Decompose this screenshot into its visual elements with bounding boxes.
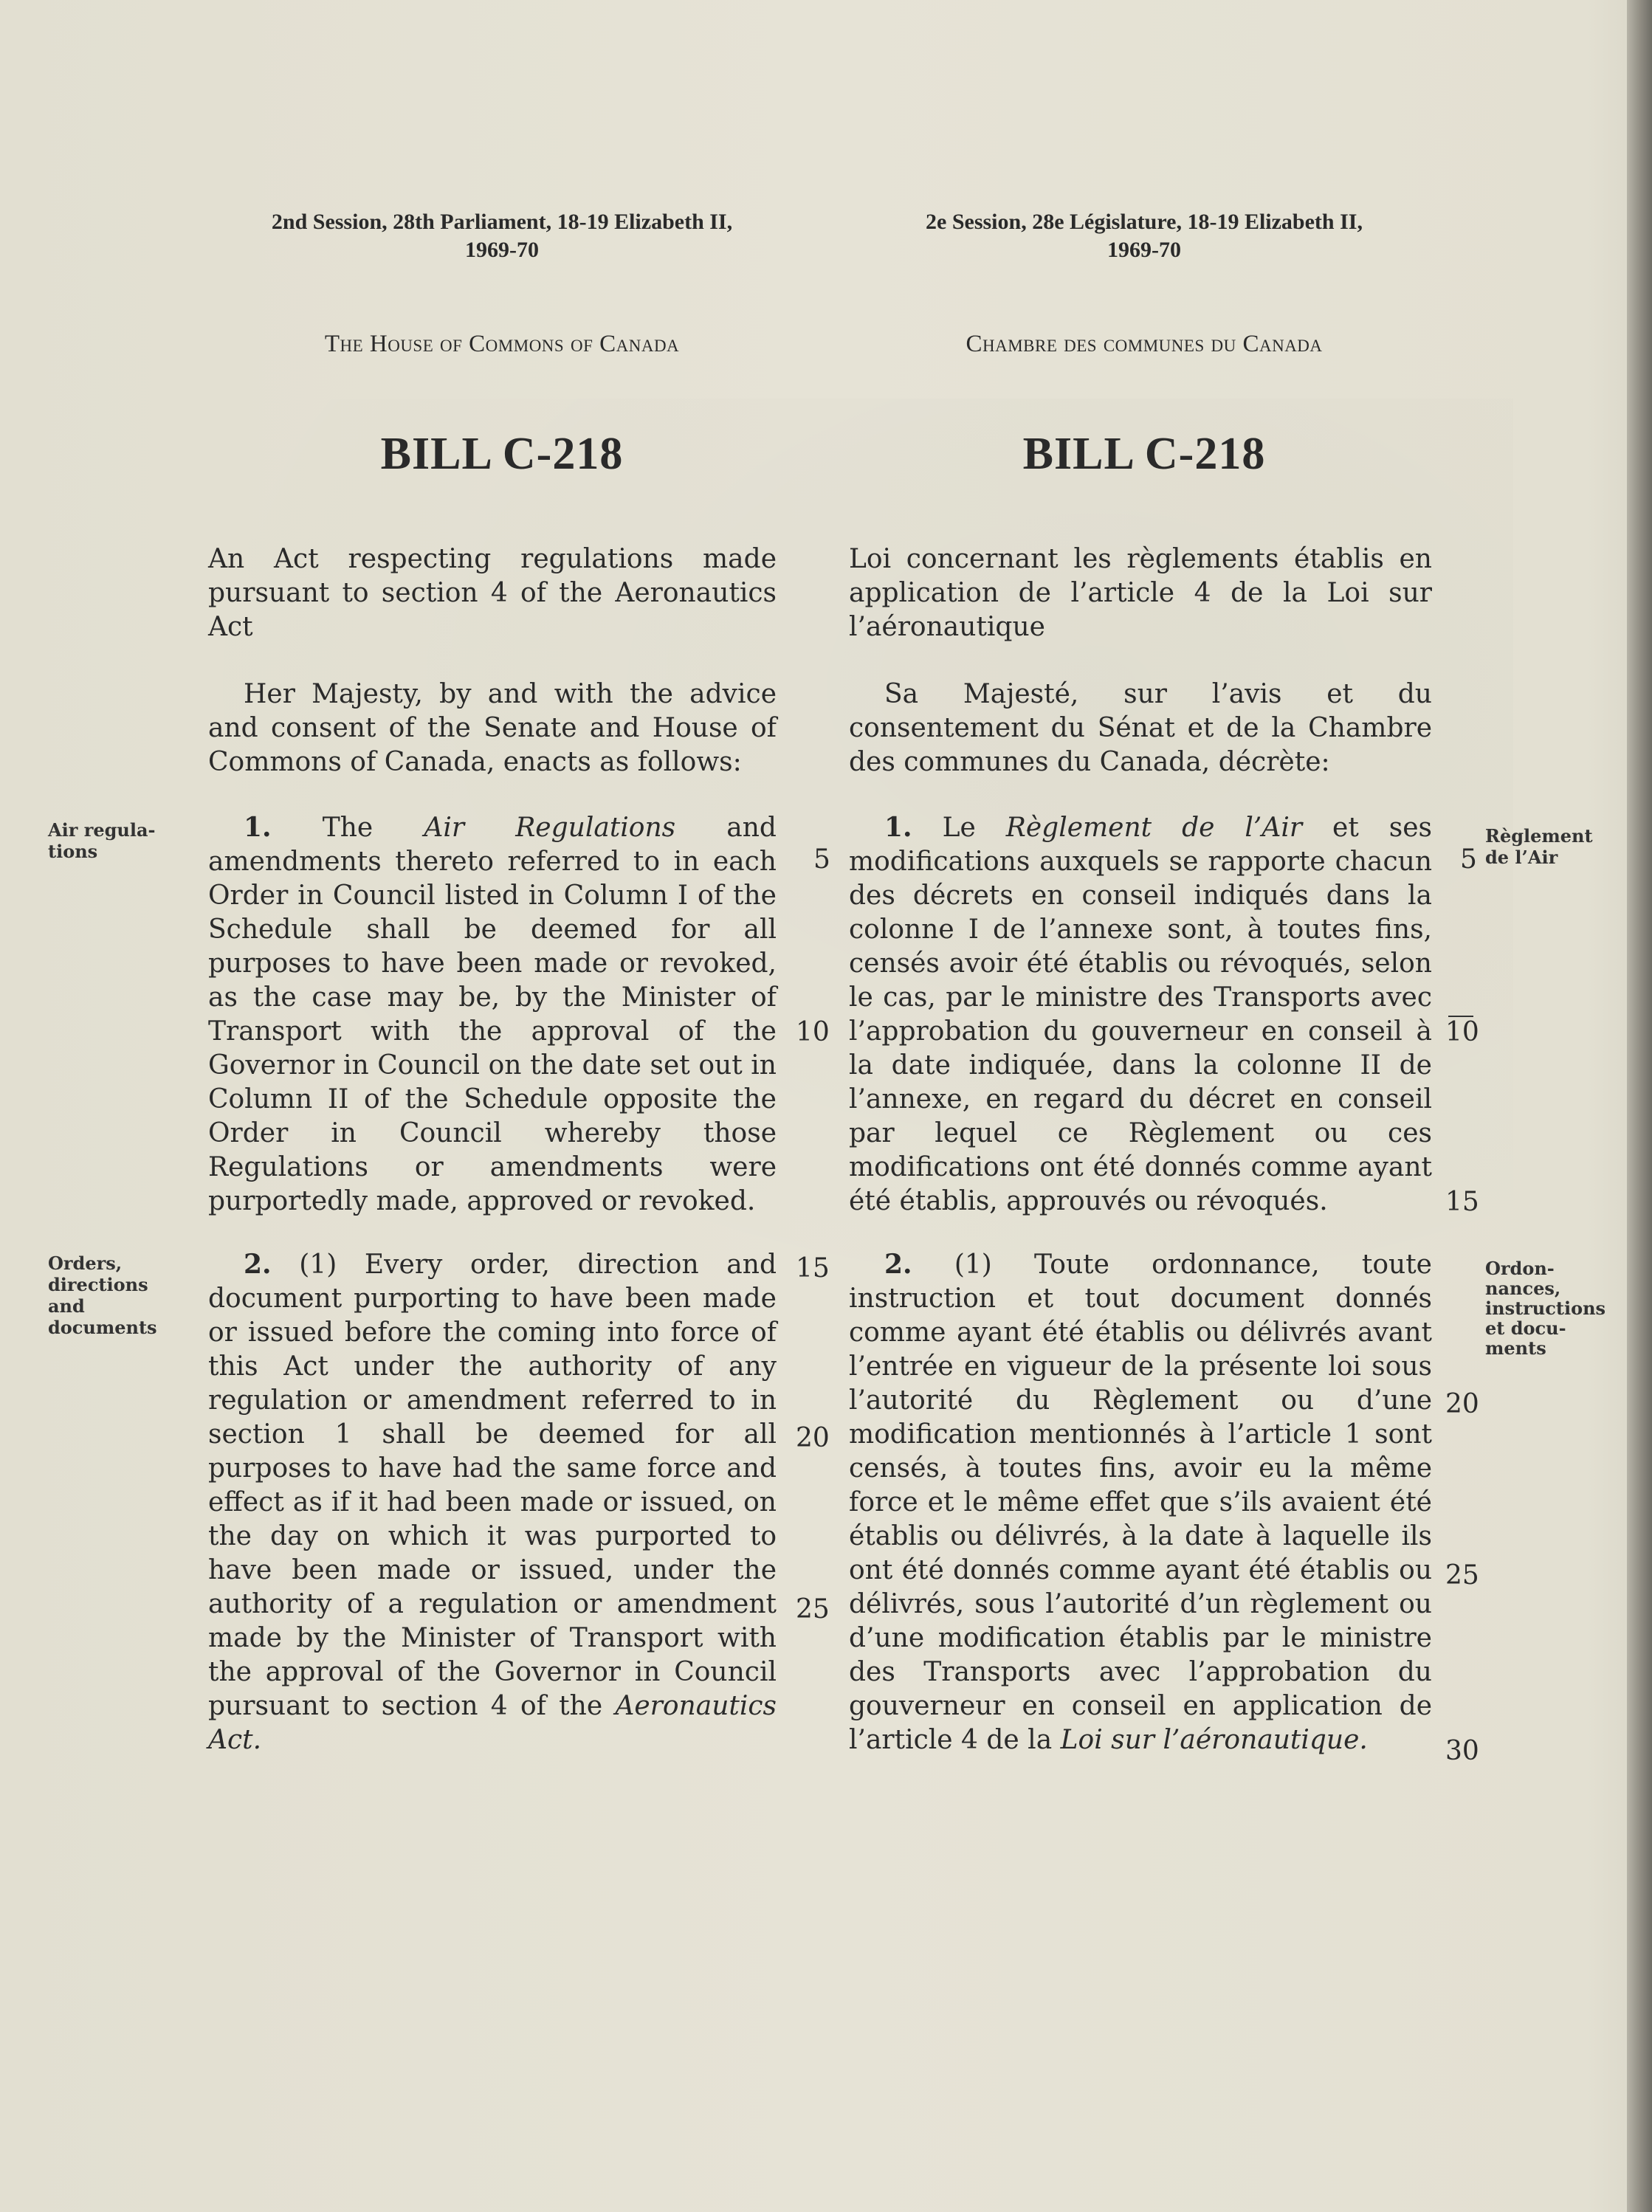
line-number-right-5: 5 <box>1460 844 1477 875</box>
right-bill-number: BILL C-218 <box>1022 429 1266 479</box>
left-section-2-number: 2. <box>244 1249 272 1280</box>
left-enacting-text: Her Majesty, by and with the advice and consent of the Senate and House of Commons of Canada, enacts as follows: <box>208 679 777 777</box>
left-section-2-text <box>208 1247 777 1757</box>
right-session-line2: 1969-70 <box>1107 238 1181 262</box>
left-session-header <box>199 208 805 264</box>
right-section-2 <box>849 1247 1432 1757</box>
right-long-title <box>849 542 1432 644</box>
right-margin-note-ordonnances <box>1485 1258 1618 1358</box>
line-number-right-30: 30 <box>1445 1736 1479 1766</box>
line-number-right-25: 25 <box>1445 1560 1479 1591</box>
left-note1-line2: tions <box>48 841 98 862</box>
right-note2-line5: ments <box>1485 1337 1546 1359</box>
right-note2-line3: instructions <box>1485 1298 1606 1319</box>
right-section-2-text <box>849 1247 1432 1757</box>
right-session-header <box>842 208 1447 264</box>
right-note1-line1: Règlement <box>1485 825 1593 847</box>
left-section-1-pre: The <box>322 813 374 843</box>
book-spine-edge <box>1627 0 1652 2212</box>
line-number-left-15: 15 <box>796 1253 830 1284</box>
left-note2-line2: directions <box>48 1274 148 1295</box>
left-section-2-italic: Aeronautics Act. <box>208 1691 777 1755</box>
left-margin-note-orders <box>48 1253 181 1338</box>
left-margin-note-air-regulations <box>48 819 181 862</box>
left-session-line1: 2nd Session, 28th Parliament, 18-19 Elizabeth II, <box>271 210 733 234</box>
right-section-2-body: (1) Toute ordonnance, toute instruction et tout document donnés comme ayant été établis ou délivrés avant l’entrée en vigueur de la présente loi sous l’autorité du Règlement ou d’une modification mentionnés à l’article 1 sont censés, à toutes fins, avoir eu la même force et le même effet que s’ils avaient été établis ou délivrés, à la date à laquelle ils ont été donnés comme ayant été établis ou délivrés, sous l’autorité d’un règlement ou d’une modification établis par le ministre des Transports avec l’approbation du gouverneur en conseil en application de l’article 4 de la <box>849 1250 1432 1755</box>
left-session-line2: 1969-70 <box>465 238 539 262</box>
left-section-2 <box>208 1247 777 1757</box>
right-section-1-body: et ses modifications auxquels se rapporte chacun des décrets en conseil indiqués dans la colonne I de l’annexe sont, à toutes fins, censés avoir été établis ou révoqués, selon le cas, par le ministre des Transports avec l’approbation du gouverneur en conseil à la date indiquée, dans la colonne II de l’annexe, en regard du décret en conseil par lequel ce Règlement ou ces modifications ont été donnés comme ayant été établis, approuvés ou révoqués. <box>849 813 1433 1216</box>
right-house-title: Chambre des communes du Canada <box>966 331 1323 357</box>
left-note1-line1: Air regula- <box>48 819 156 841</box>
right-note1-line2 <box>1485 847 1618 868</box>
right-section-1 <box>849 810 1432 1219</box>
line-number-left-25: 25 <box>796 1594 830 1624</box>
right-note2-line2: nances, <box>1485 1278 1561 1299</box>
left-section-1 <box>208 810 777 1219</box>
line-number-left-20: 20 <box>796 1423 830 1453</box>
line-number-right-10: 10 <box>1445 1017 1479 1047</box>
right-title-text: Loi concernant les règlements établis en application de l’article 4 de la Loi sur l’aéronautique <box>849 544 1432 642</box>
left-note2-line1: Orders, <box>48 1253 123 1274</box>
left-note2-line3: and <box>48 1295 85 1317</box>
left-note2-line4: documents <box>48 1317 157 1338</box>
left-section-2-body: (1) Every order, direction and document purporting to have been made or issued before the coming into force of this Act under the authority of any regulation or amendment referred to in section 1 shall be deemed for all purposes to have had the same force and effect as if it had been made or issued, on the day on which it was purported to have been made or issued, under the authority of a regulation or amendment made by the Minister of Transport with the approval of the Governor in Council pursuant to section 4 of the <box>208 1250 777 1721</box>
right-section-1-text <box>849 810 1432 1219</box>
line-number-left-10: 10 <box>796 1017 830 1047</box>
right-note2-line4: et docu- <box>1485 1317 1566 1339</box>
left-section-1-number: 1. <box>244 812 272 843</box>
right-margin-note-reglement <box>1485 825 1618 868</box>
left-section-1-italic: Air Regulations <box>424 813 676 843</box>
right-enacting-clause <box>849 678 1432 779</box>
left-title-text: An Act respecting regulations made pursuant to section 4 of the Aeronautics Act <box>208 544 777 642</box>
left-enacting-clause <box>208 678 777 779</box>
right-note1-line2-text: de l’Air <box>1485 847 1558 868</box>
line-number-right-20: 20 <box>1445 1389 1479 1419</box>
left-section-1-body: and amendments thereto referred to in each Order in Council listed in Column I of the Schedule shall be deemed for all purposes to have been made or revoked, as the case may be, by the Minister of Transport with the approval of the Governor in Council on the date set out in Column II of the Schedule opposite the Order in Council whereby those Regulations or amendments were purportedly made, approved or revoked. <box>208 813 777 1216</box>
right-session-line1: 2e Session, 28e Législature, 18-19 Elizabeth II, <box>926 210 1363 234</box>
left-long-title <box>208 542 777 644</box>
right-section-1-number: 1. <box>884 812 912 843</box>
left-bill-number: BILL C-218 <box>380 429 624 479</box>
right-note2-line1: Ordon- <box>1485 1258 1555 1279</box>
right-enacting-text: Sa Majesté, sur l’avis et du consentement du Sénat et de la Chambre des communes du Canada, décrète: <box>849 679 1432 777</box>
left-section-1-text <box>208 810 777 1219</box>
right-section-2-italic: Loi sur l’aéronautique. <box>1060 1725 1368 1755</box>
right-section-1-italic: Règlement de l’Air <box>1005 813 1303 843</box>
right-section-1-pre: Le <box>942 813 976 843</box>
line-number-right-15: 15 <box>1445 1187 1479 1217</box>
left-house-title: The House of Commons of Canada <box>324 331 680 357</box>
right-section-2-number: 2. <box>884 1249 912 1280</box>
line-number-left-5: 5 <box>813 844 830 875</box>
